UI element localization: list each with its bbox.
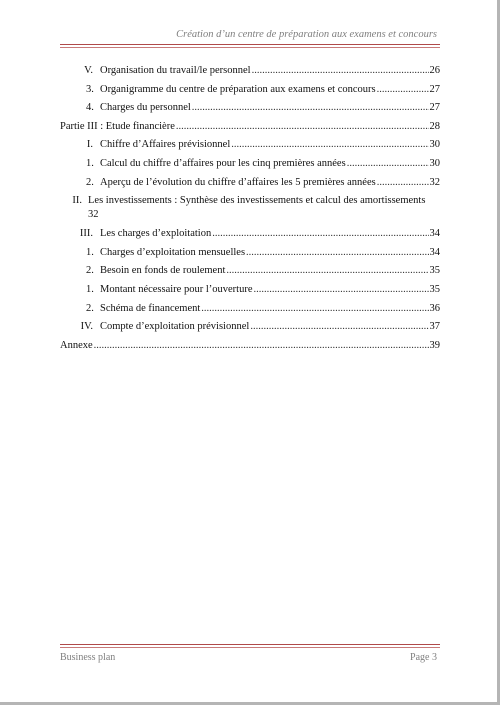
toc-number: I. — [86, 139, 93, 151]
footer-page-number: Page 3 — [410, 652, 437, 663]
header-rule — [60, 44, 440, 45]
toc-number: V. — [84, 65, 93, 76]
toc-entry[interactable] — [60, 225, 440, 244]
toc-title: Partie III : Etude financière — [60, 120, 175, 132]
toc-title: Aperçu de l’évolution du chiffre d’affaires les 5 premières années — [100, 176, 376, 188]
header-title: Création d’un centre de préparation aux examens et concours — [176, 29, 437, 40]
toc-leader — [231, 136, 428, 155]
toc-title: Les investissements : Synthèse des investissements et calcul des amortissements — [88, 195, 426, 207]
toc-title: Compte d’exploitation prévisionnel — [100, 321, 250, 333]
toc-number: II. — [72, 195, 82, 207]
toc-leader — [192, 99, 429, 118]
toc-entry[interactable] — [60, 118, 440, 137]
toc-number: 1. — [86, 246, 94, 258]
toc-title: Calcul du chiffre d’affaires pour les cinq premières années — [100, 157, 346, 169]
toc-entry[interactable] — [60, 62, 440, 81]
toc-title: Organigramme du centre de préparation aux examens et concours — [100, 83, 376, 95]
toc-leader — [347, 155, 429, 174]
toc-leader — [246, 244, 428, 263]
toc-entry[interactable] — [60, 337, 440, 356]
toc-title: Schéma de financement — [100, 302, 201, 314]
toc-page-number: 35 — [429, 283, 440, 295]
toc-leader — [226, 262, 428, 281]
toc-entry[interactable] — [60, 99, 440, 118]
toc-entry[interactable] — [60, 318, 440, 337]
toc-entry[interactable] — [60, 155, 440, 174]
toc-page-number: 30 — [429, 139, 440, 151]
toc-title: Besoin en fonds de roulement — [100, 265, 226, 277]
toc-number: 2. — [86, 176, 94, 188]
toc-entry[interactable] — [60, 244, 440, 263]
toc-leader — [201, 300, 428, 319]
toc-entry[interactable] — [60, 281, 440, 300]
toc-leader — [250, 318, 428, 337]
toc-title: Chiffre d’Affaires prévisionnel — [100, 139, 231, 151]
toc-entry[interactable] — [60, 192, 440, 225]
toc-leader — [377, 174, 429, 193]
toc-page-number: 34 — [429, 228, 440, 240]
toc-number: 3. — [86, 83, 94, 95]
toc-page-number: 32 — [429, 176, 440, 188]
footer-rule — [60, 644, 440, 645]
footer-document-name: Business plan — [60, 652, 116, 663]
toc-leader — [94, 337, 429, 356]
footer-rule-secondary — [60, 647, 440, 648]
toc-number: 1. — [86, 157, 94, 169]
toc-leader — [252, 62, 429, 81]
toc-number: IV. — [80, 321, 93, 333]
toc-entry[interactable] — [60, 136, 440, 155]
toc-entry[interactable] — [60, 174, 440, 193]
toc-leader — [212, 225, 428, 244]
toc-title: Charges d’exploitation mensuelles — [100, 246, 246, 258]
toc-title: Annexe — [60, 339, 93, 351]
toc-title: Organisation du travail/le personnel — [100, 65, 251, 76]
toc-page-number: 30 — [429, 157, 440, 169]
toc-title: Les charges d’exploitation — [100, 228, 212, 240]
toc-page-number: 39 — [429, 339, 440, 351]
toc-number: 1. — [86, 283, 94, 295]
toc-number: III. — [79, 228, 93, 240]
toc-title: Montant nécessaire pour l’ouverture — [100, 283, 253, 295]
toc-entry[interactable] — [60, 262, 440, 281]
toc-number: 4. — [86, 102, 94, 114]
toc-entry[interactable] — [60, 81, 440, 100]
toc-page-number: 27 — [429, 102, 440, 114]
toc-page-number: 36 — [429, 302, 440, 314]
toc-number: 2. — [86, 302, 94, 314]
toc-page-number: 35 — [429, 265, 440, 277]
toc-page-number: 26 — [429, 65, 440, 76]
toc-page-number: 28 — [429, 120, 440, 132]
table-of-contents — [60, 62, 440, 355]
toc-page-number: 27 — [429, 83, 440, 95]
toc-leader — [254, 281, 429, 300]
toc-page-number: 32 — [88, 209, 99, 221]
toc-leader — [176, 118, 429, 137]
toc-number: 2. — [86, 265, 94, 277]
toc-entry[interactable] — [60, 300, 440, 319]
toc-leader — [377, 81, 429, 100]
header-rule-secondary — [60, 47, 440, 48]
toc-title: Charges du personnel — [100, 102, 191, 114]
toc-page-number: 34 — [429, 246, 440, 258]
toc-page-number: 37 — [429, 321, 440, 333]
